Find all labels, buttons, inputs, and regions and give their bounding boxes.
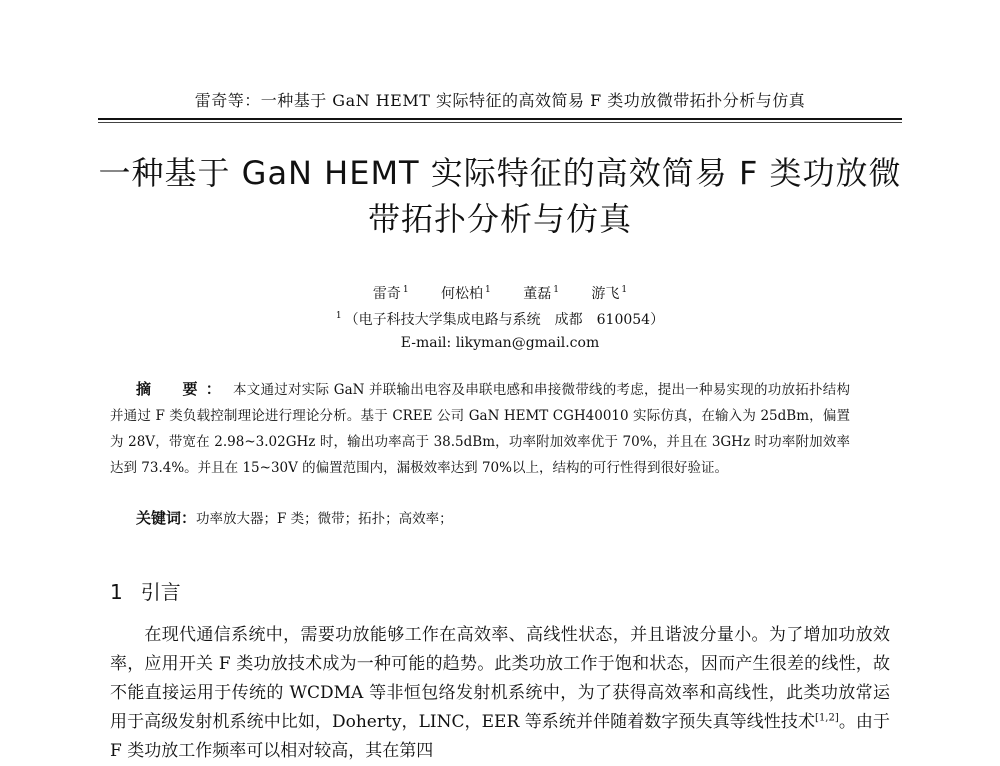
affiliation — [0, 309, 1000, 329]
author-name: 何松柏 — [441, 286, 484, 302]
author-affil-marker: 1 — [485, 285, 491, 296]
header-rule — [98, 118, 902, 120]
section-number: 1 — [110, 580, 123, 604]
author-list — [0, 283, 1000, 303]
paper-title — [60, 150, 940, 242]
author-name: 游飞 — [591, 286, 620, 302]
abstract — [110, 376, 850, 481]
keywords — [136, 507, 856, 528]
abstract-text: 本文通过对实际 GaN 并联输出电容及串联电感和串接微带线的考虑，提出一种易实现的功放拓扑结构并通过 F 类负载控制理论进行理论分析。基于 CREE 公司 GaN HEMT CGH40010 实际仿真，在输入为 25dBm，偏置为 28V，带宽在 2.98~3.02GHz 时，输出功率高于 38.5dBm，功率附加效率优于 70%，并且在 3GHz 时功率附加效率达到 73.4%。并且在 15~30V 的偏置范围内，漏极效率达到 70%以上，结构的可行性得到很好验证。 — [110, 382, 850, 476]
section-heading — [110, 576, 181, 605]
keywords-text: 功率放大器；F 类；微带；拓扑；高效率； — [196, 511, 453, 527]
title-line-1: 一种基于 GaN HEMT 实际特征的高效简易 F 类功放微 — [98, 154, 902, 192]
author-affil-marker: 1 — [553, 285, 559, 296]
body-paragraph — [110, 621, 890, 766]
author-name: 雷奇 — [372, 286, 401, 302]
affiliation-text: （电子科技大学集成电路与系统 成都 610054） — [344, 312, 665, 328]
body-text-continued: 。由于 F 类功放工作频率可以相对较高，其在第四 — [110, 712, 890, 761]
body-text: 在现代通信系统中，需要功放能够工作在高效率、高线性状态，并且谐波分量小。为了增加功放效率，应用开关 F 类功放技术成为一种可能的趋势。此类功放工作于饱和状态，因而产生很差的线性，故不能直接运用于传统的 WCDMA 等非恒包络发射机系统中，为了获得高效率和高线性，此类功放常运用于高级发射机系统中比如，Doherty，LINC，EER 等系统并伴随着数字预失真等线性技术 — [110, 625, 890, 732]
citation-ref: [1,2] — [815, 712, 839, 724]
author — [441, 286, 491, 302]
header-rule-thin — [98, 122, 902, 123]
section-title: 引言 — [140, 580, 181, 604]
abstract-label: 摘 要： — [136, 380, 230, 398]
running-header: 雷奇等：一种基于 GaN HEMT 实际特征的高效简易 F 类功放微带拓扑分析与仿真 — [194, 91, 806, 110]
keywords-label: 关键词： — [136, 509, 197, 527]
title-line-2: 带拓扑分析与仿真 — [367, 200, 632, 238]
affiliation-marker: 1 — [335, 311, 342, 322]
author-affil-marker: 1 — [402, 285, 409, 296]
author-affil-marker: 1 — [621, 285, 628, 296]
author — [373, 286, 409, 302]
author-name: 董磊 — [523, 286, 552, 302]
author — [591, 286, 627, 302]
author-email: E-mail: likyman@gmail.com — [400, 335, 600, 351]
author — [523, 286, 559, 302]
